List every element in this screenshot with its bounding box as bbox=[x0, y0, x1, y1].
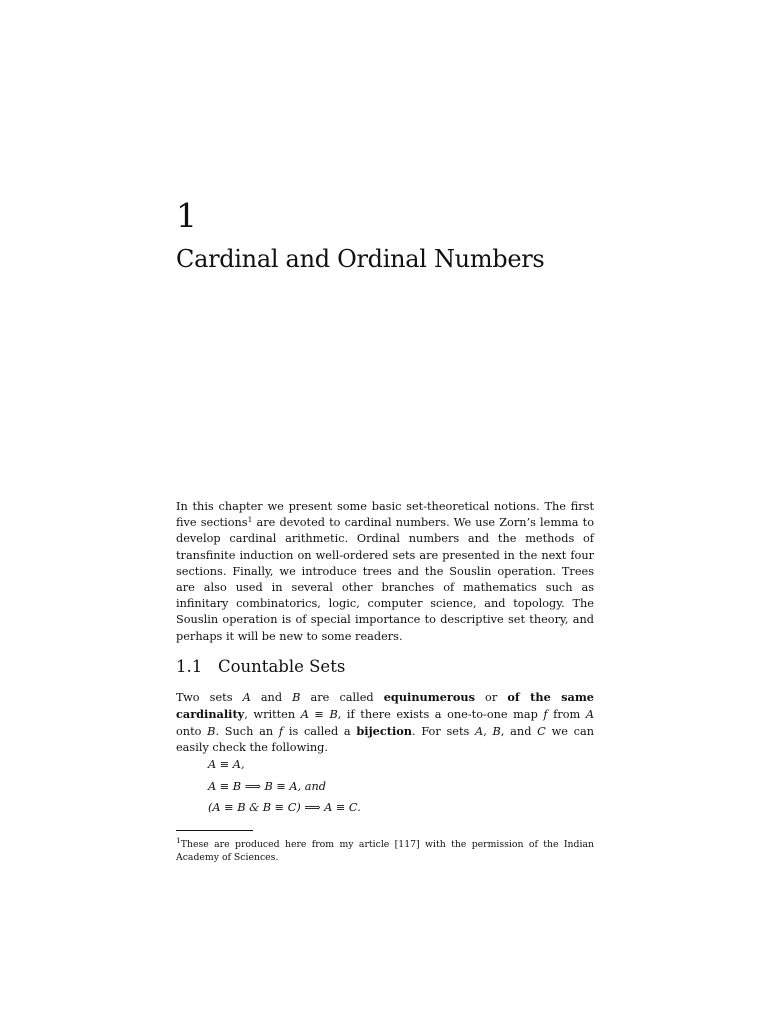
text-fragment: , if there exists a one-to-one map bbox=[337, 708, 544, 721]
footnote-divider bbox=[176, 830, 253, 831]
section-number: 1.1 bbox=[176, 657, 203, 676]
footnote-reference[interactable]: 1 bbox=[247, 515, 253, 525]
text-fragment: from bbox=[547, 708, 586, 721]
defined-term-same-cardinality: of the same cardinality bbox=[176, 690, 594, 721]
chapter-number: 1 bbox=[176, 196, 197, 235]
definition-paragraph bbox=[176, 689, 594, 756]
math-symbol: B bbox=[207, 725, 216, 738]
text-fragment: , bbox=[483, 725, 493, 738]
text-fragment: Two sets bbox=[176, 691, 243, 704]
footnote-text: These are produced here from my article [117] with the permission of the Indian Academy of Sciences. bbox=[176, 839, 594, 863]
section-title: Countable Sets bbox=[218, 657, 346, 676]
text-fragment: or bbox=[474, 691, 508, 704]
math-symbol: A bbox=[475, 725, 484, 738]
text-fragment: , and bbox=[500, 725, 538, 738]
text-fragment: and bbox=[250, 691, 293, 704]
math-symbol: f bbox=[543, 708, 548, 721]
footnote-marker: 1 bbox=[176, 836, 181, 845]
math-symbol: A bbox=[242, 691, 251, 704]
text-fragment: are called bbox=[300, 691, 384, 704]
formula-symmetric: A ≡ B ⟹ B ≡ A, and bbox=[208, 779, 327, 793]
intro-paragraph bbox=[176, 499, 594, 645]
math-symbol: C bbox=[537, 725, 546, 738]
formula-transitive: (A ≡ B & B ≡ C) ⟹ A ≡ C. bbox=[208, 801, 361, 814]
math-symbol: B bbox=[492, 725, 501, 738]
text-fragment: , written bbox=[244, 708, 301, 721]
chapter-title: Cardinal and Ordinal Numbers bbox=[176, 245, 545, 273]
defined-term-equinumerous: equinumerous bbox=[383, 690, 475, 704]
formula-reflexive: A ≡ A, bbox=[208, 758, 245, 771]
footnote bbox=[176, 838, 594, 864]
text-fragment: . Such an bbox=[215, 725, 279, 738]
text-fragment: . For sets bbox=[412, 725, 476, 738]
math-symbol: A bbox=[585, 708, 595, 721]
section-heading bbox=[176, 656, 345, 678]
math-symbol: B bbox=[292, 691, 301, 704]
math-symbol: f bbox=[278, 725, 284, 738]
intro-text-rest: are devoted to cardinal numbers. We use Zorn’s lemma to develop cardinal arithmetic. Ordinal numbers and the methods of transfinite induction on well-ordered sets are presented in the next four sections. Finally, we introduce trees and the Souslin operation. Trees are also used in several other branches of mathematics such as infinitary combinatorics, logic, computer science, and topology. The Souslin operation is of special importance to descriptive set theory, and perhaps it will be new to some readers. bbox=[176, 516, 594, 643]
text-fragment: onto bbox=[176, 725, 208, 738]
formula-list bbox=[208, 754, 361, 819]
intro-text-start: In this chapter we present some basic set-theoretical notions. The first five sections bbox=[176, 500, 594, 530]
text-fragment: is called a bbox=[283, 725, 357, 738]
text-fragment: we can easily check the following. bbox=[176, 725, 594, 754]
math-expression: A ≡ B bbox=[300, 708, 338, 721]
defined-term-bijection: bijection bbox=[356, 724, 412, 738]
